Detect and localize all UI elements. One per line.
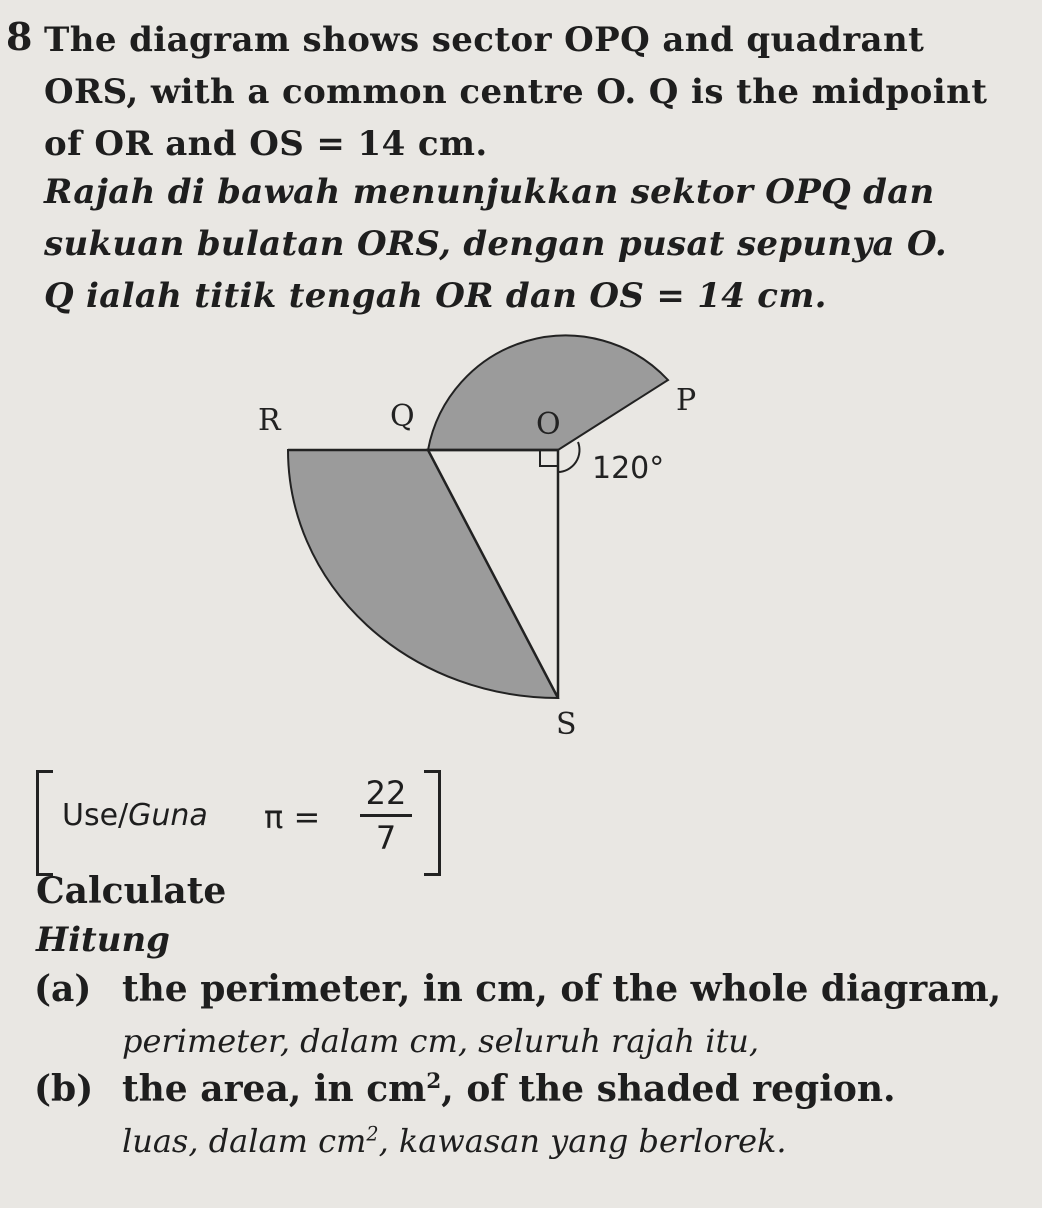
part-b-english-sup: 2 — [426, 1069, 442, 1094]
pi-equals: π = — [264, 798, 321, 836]
malay-line: sukuan bulatan ORS, dengan pusat sepunya O. — [44, 224, 948, 264]
english-line: The diagram shows sector OPQ and quadrant — [44, 20, 925, 60]
fraction-numerator: 22 — [365, 774, 407, 812]
point-label-q: Q — [390, 399, 415, 434]
angle-label: 120° — [592, 451, 665, 486]
left-bracket — [36, 770, 53, 876]
malay-line: Q ialah titik tengah OR dan OS = 14 cm. — [44, 276, 827, 316]
malay-line: Rajah di bawah menunjukkan sektor OPQ dan — [44, 172, 935, 212]
part-b-malay-before: luas, dalam cm — [122, 1122, 367, 1160]
part-b — [34, 1068, 896, 1110]
part-a — [34, 968, 1001, 1010]
english-line: ORS, with a common centre O. Q is the midpoint — [44, 72, 988, 112]
point-label-s: S — [556, 707, 577, 742]
point-label-o: O — [536, 407, 561, 442]
right-bracket — [424, 770, 441, 876]
hitung-label: Hitung — [36, 920, 170, 960]
part-a-malay: perimeter, dalam cm, seluruh rajah itu, — [122, 1022, 760, 1060]
part-b-malay — [122, 1122, 787, 1160]
part-b-malay-after: , kawasan yang berlorek. — [378, 1122, 787, 1160]
part-b-malay-sup: 2 — [366, 1122, 379, 1146]
question-text-english — [44, 14, 988, 170]
use-prefix: Use/ — [62, 798, 129, 833]
pi-hint — [36, 770, 456, 874]
part-b-english-before: the area, in cm — [122, 1068, 427, 1110]
english-line: of OR and OS = 14 cm. — [44, 124, 488, 164]
question-number: 8 — [6, 14, 33, 59]
question-text-malay — [44, 166, 974, 322]
geometry-diagram — [0, 300, 1042, 760]
part-b-english-after: , of the shaded region. — [441, 1068, 896, 1110]
use-guna-label — [62, 798, 208, 833]
fraction-denominator: 7 — [375, 819, 397, 857]
guna-word: Guna — [128, 798, 208, 833]
point-label-r: R — [258, 403, 281, 438]
part-a-english: the perimeter, in cm, of the whole diagram, — [122, 968, 1002, 1010]
pi-fraction — [356, 774, 416, 857]
calculate-label: Calculate — [36, 870, 227, 912]
part-b-tag: (b) — [34, 1068, 94, 1110]
part-a-tag: (a) — [34, 968, 92, 1010]
point-label-p: P — [676, 383, 697, 418]
